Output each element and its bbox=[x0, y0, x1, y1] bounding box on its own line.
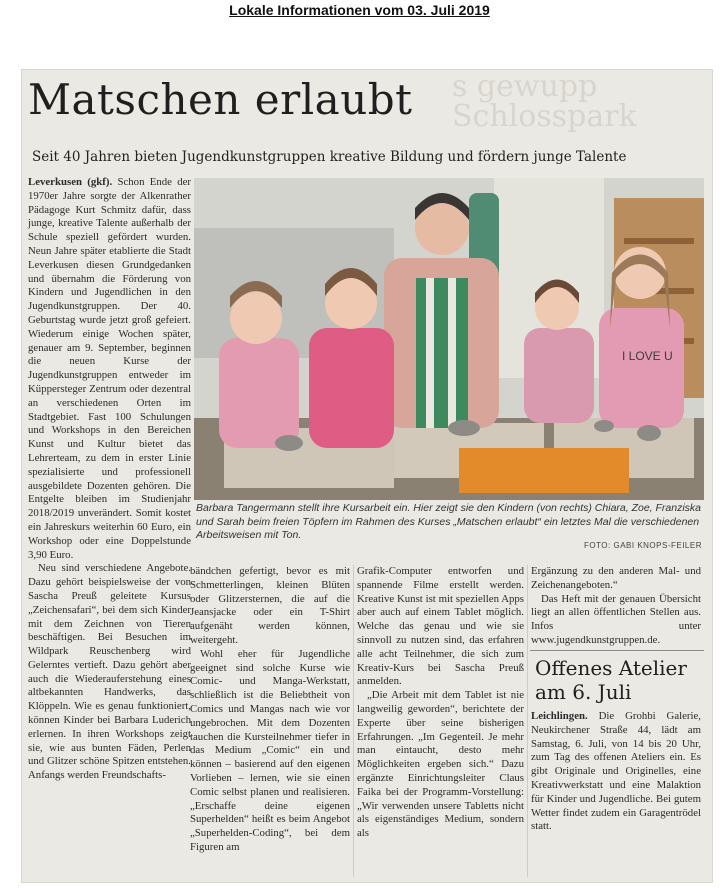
sidebox-body bbox=[531, 710, 701, 876]
dateline: Leverkusen (gkf). bbox=[28, 176, 113, 188]
clay-lump bbox=[448, 420, 480, 436]
newspaper-clipping bbox=[22, 70, 712, 882]
paragraph: bändchen gefertigt, bevor es mit Schmetterlingen, kleinen Blüten oder Glitzersternen, die auf die Jeansjacke oder ein T-Shirt aufgenäht werden können, weitergeht. bbox=[190, 565, 350, 646]
clay-lump bbox=[275, 435, 303, 451]
photo-credit: FOTO: GABI KNOPS-FEILER bbox=[583, 541, 702, 550]
sidebox-divider bbox=[530, 650, 704, 651]
paragraph: Das Heft mit der genauen Übersicht liegt an allen öffentlichen Stellen aus. Infos unter www.jugendkunstgruppen.de. bbox=[531, 592, 701, 646]
ghost-line: Schlosspark bbox=[452, 99, 637, 134]
paragraph: Wohl eher für Jugendliche geeignet sind solche Kurse wie Comic- und Manga-Werkstatt, schließlich ist die Beliebtheit von Comics und Mangas nach wie vor ungebrochen. Mit dem Dozenten tauchen die Kursteilnehmer tiefer in das Medium „Comic“ ein und können – basierend auf den eigenen Vorlieben – lernen, wie sie einen Comic selbst planen und realisieren. „Erschaffe deine eigenen Superhelden“ heißt es beim Angebot „Superhelden-Coding“, bei dem Figuren am bbox=[190, 647, 350, 853]
article-subheadline: Seit 40 Jahren bieten Jugendkunstgruppen kreative Bildung und fördern junge Talente bbox=[32, 149, 627, 165]
ghost-line: s gewupp bbox=[452, 69, 598, 104]
paragraph: Grafik-Computer entworfen und spannende Filme erstellt werden. Kreative Kunst ist mit speziellen Apps aber auch auf einem Tablet möglich. Welche das genau und wie sie sinnvoll zu nutzen sind, das erfahren alle acht Teilnehmer, die sich zum Kreativ-Kurs bei Sascha Preuß anmelden. bbox=[357, 565, 524, 688]
photo-caption: Barbara Tangermann stellt ihre Kursarbeit ein. Hier zeigt sie den Kindern (von rechts) Chiara, Zoe, Franziska und Sarah beim freien Töpfern im Rahmen des Kurses „Matschen erlaubt“ ein letztes Mal die verschiedenen Arbeitsweisen mit Ton. bbox=[196, 502, 702, 541]
article-column-3 bbox=[357, 565, 524, 877]
clay-lump bbox=[594, 420, 614, 432]
paragraph: Neu sind verschiedene Angebote. Dazu gehört beispielsweise der von Sascha Preuß geleitete Kursus „Zeichensafari“, bei dem sich Kinder mit dem Zeichnen von Tieren beschäftigen. Bei Besuchen im Wildpark Reuschenberg wird Gelerntes vertieft. Dazu gehört aber auch die Wiederauferstehung eines altbekannten Handwerks, das Klöppeln. Wie es genau funktioniert, können Kinder bei Barbara Luderich erlernen. In ihren Workshops zeigt sie, wie aus bunten Fäden, Perlen und Glitzer schöne Spitzen entstehen. Anfangs werden Freundschafts- bbox=[28, 562, 191, 782]
paragraph bbox=[531, 710, 701, 834]
sidebox-title: Offenes Atelier am 6. Juli bbox=[535, 656, 687, 704]
paragraph-text: Schon Ende der 1970er Jahre sorgte der Alkenrather Pädagoge Kurt Schmitz dafür, dass junge, kreative Talente außerhalb der Schule speziell gefördert wurden. Neun Jahre später etablierte die Stadt Leverkusen diesen Grundgedanken und übernahm die Förderung von Kindern und Jugendlichen in den Jugendkunstgruppen. Der 40. Geburtstag wurde jetzt groß gefeiert. Wiederum einige Wochen später, genauer am 9. September, beginnen die neuen Kurse der Jugendkunstgruppen entweder im Küppersteger Zentrum oder dezentral an verschiedenen Orten im Stadtgebiet. Fast 100 Schulungen und Workshops in den Bereichen Kunst und Kultur bietet das Lehrerteam, zu dem in erster Linie spezialisierte und professionell ausgebildete Dozenten gehören. Die Entgelte bleiben im Studienjahr 2018/2019 unverändert. Somit kostet ein Jahreskurs weiterhin 60 Euro, ein Workshop oder eine Doppelstunde 3,90 Euro. bbox=[28, 176, 192, 561]
shirt-text: I LOVE U bbox=[622, 349, 673, 363]
column-rule bbox=[353, 565, 354, 877]
dateline: Leichlingen. bbox=[531, 710, 588, 722]
article-headline: Matschen erlaubt bbox=[28, 75, 413, 124]
paragraph: Ergänzung zu den anderen Mal- und Zeichenangeboten.“ bbox=[531, 565, 701, 591]
article-column-2 bbox=[190, 565, 350, 877]
article-photo bbox=[194, 178, 704, 500]
article-column-4 bbox=[531, 565, 701, 646]
tool-tray bbox=[459, 448, 629, 493]
clay-lump bbox=[637, 425, 661, 441]
article-column-1 bbox=[28, 176, 191, 876]
paragraph bbox=[28, 176, 191, 562]
bleed-through-text bbox=[452, 69, 722, 142]
photo-illustration bbox=[194, 178, 704, 500]
paragraph: „Die Arbeit mit dem Tablet ist nie langweilig geworden“, berichtete der Experte über seine bisherigen Erfahrungen. „Im Gegenteil. Je mehr man eintaucht, desto mehr Möglichkeiten ergeben sich.“ Dazu ergänzte Einrichtungsleiter Claus Faika bei der Programm-Vorstellung: „Wir verwenden unsere Tabletts nicht als eigenständiges Medium, sondern als bbox=[357, 689, 524, 840]
page-header: Lokale Informationen vom 03. Juli 2019 bbox=[229, 2, 490, 18]
paragraph-text: Die Grohbi Galerie, Neukirchener Straße 44, lädt am Samstag, 6. Juli, von 14 bis 20 Uhr, zum Tag des offenen Ateliers ein. Es gibt Originale und Originelles, eine Kreativwerkstatt und eine Malaktion für Kinder und Jugendliche. Bei gutem Wetter findet zudem ein Garagentrödel statt. bbox=[531, 710, 702, 833]
column-rule bbox=[527, 565, 528, 877]
